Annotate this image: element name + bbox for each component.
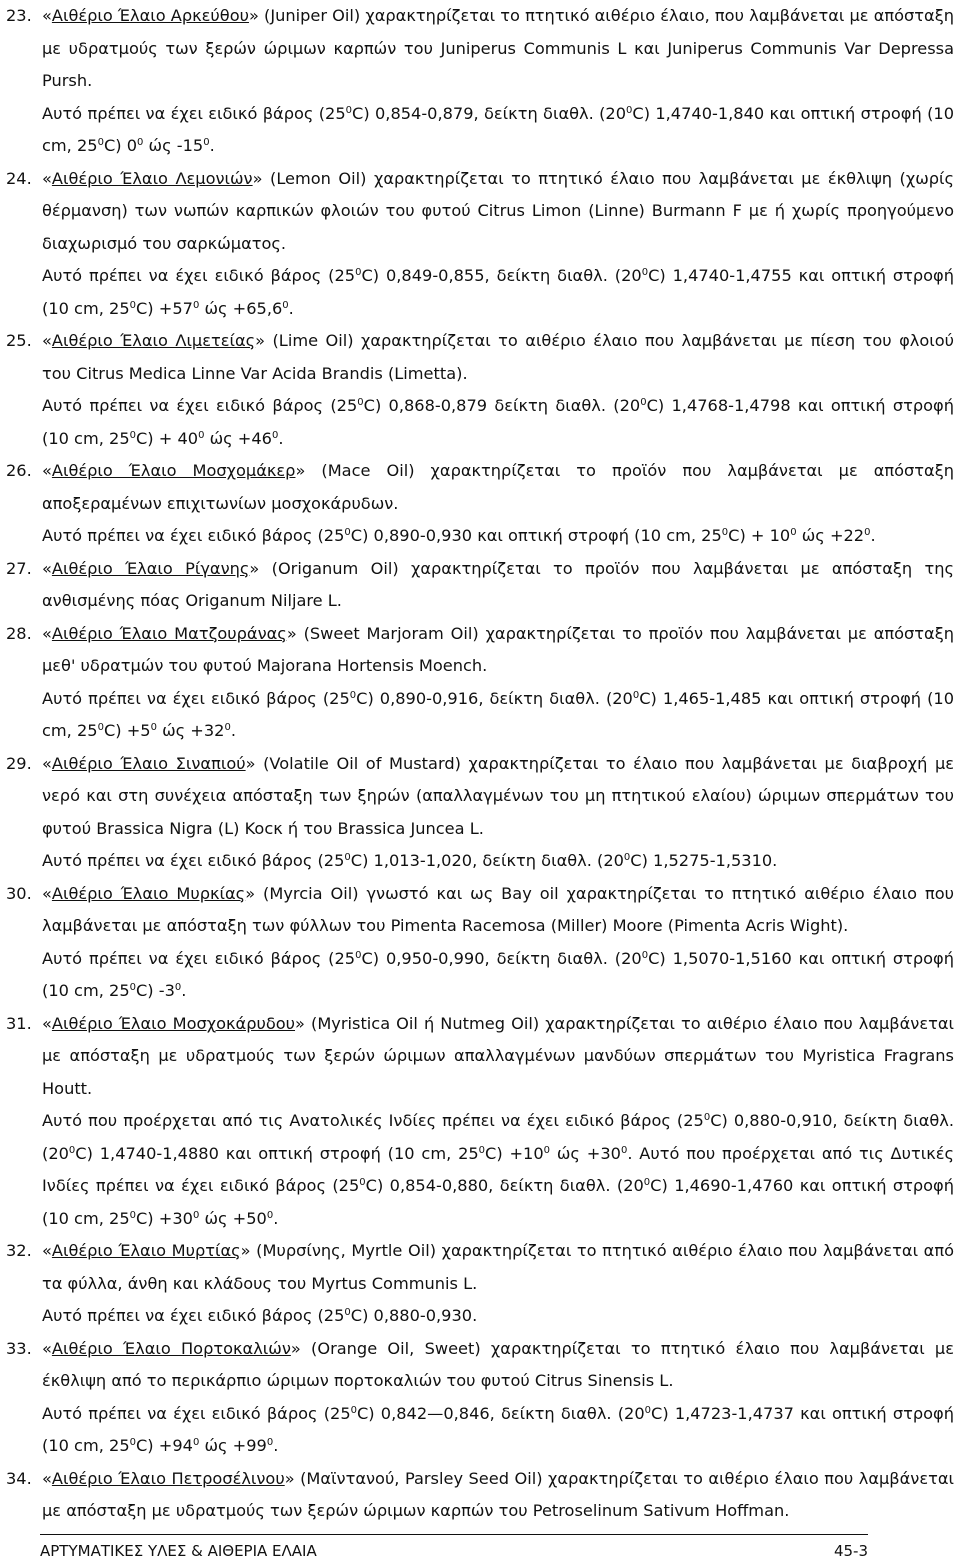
entry-26 — [0, 455, 960, 553]
entry-text: «Αιθέριο Έλαιο Πετροσέλινου» (Μαϊντανού, Parsley Seed Oil) χαρακτηρίζεται το αιθέριο έλαιο που λαμβάνεται με απόσταξη με υδρατμούς των ξερών ώριμων καρπών του Petroselinum Sativum Hoffman. — [42, 1468, 954, 1520]
entry-number: 33. — [6, 1338, 32, 1358]
entry-number: 25. — [6, 331, 32, 350]
footer-title: ΑΡΤΥΜΑΤΙΚΕΣ ΥΛΕΣ & ΑΙΘΕΡΙΑ ΕΛΑΙΑ — [40, 1542, 317, 1560]
entry-text: «Αιθέριο Έλαιο Λιμετείας» (Lime Oil) χαρακτηρίζεται το αιθέριο έλαιο που λαμβάνεται με πίεση του φλοιού του Citrus Medica Linne Var Acida Brandis (Limetta). Αυτό πρέπει να έχει ειδικό βάρος $(25^0C)$ 0,868-0,879 δείκτη διαθλ. $(20^0C)$ 1,4768-1,4798 και οπτική στροφή (10 cm, $25^0C) + 40^0$ $ώ\varsigma +46^0$. — [42, 331, 955, 448]
entry-number: 23. — [6, 6, 32, 25]
entry-text: «Αιθέριο Έλαιο Αρκεύθου» (Juniper Oil) χαρακτηρίζεται το πτητικό αιθέριο έλαιο, που λαμβάνεται με απόσταξη με υδρατμούς των ξερών ώριμων καρπών του Juniperus Communis L και Juniperus Communis Var Depressa Pursh. Αυτό πρέπει να έχει ειδικό βάρος $(25^0C)$ 0,854-0,879, δείκτη διαθλ. $(20^0C)$ 1,4740-1,840 και οπτική στροφή (10 cm, $25^0C$) $0^0$ ώς $-15^0$. — [42, 6, 954, 155]
entry-number: 30. — [6, 883, 32, 903]
entry-32 — [0, 1235, 960, 1333]
entry-number: 32. — [6, 1241, 32, 1260]
entry-number: 28. — [6, 623, 32, 643]
entry-text: «Αιθέριο Έλαιο Ρίγανης» (Origanum Oil) χαρακτηρίζεται το προϊόν που λαμβάνεται με απόσταξη της ανθισμένης πόας Origanum Niljare L. — [42, 558, 955, 610]
entry-text: «Αιθέριο Έλαιο Μοσχομάκερ» (Mace Oil) χαρακτηρίζεται το προϊόν που λαμβάνεται με απόσταξη αποξεραμένων επιχιτωνίων μοσχοκάρυδων. Αυτό πρέπει να έχει ειδικό βάρος $(25^0C)$ 0,890-0,930 και οπτική στροφή (10 cm, $25^0C) + 10^0$ $ώ\varsigma +22^0$. — [42, 461, 954, 545]
entry-number: 29. — [6, 753, 32, 773]
entry-text: «Αιθέριο Έλαιο Ματζουράνας» (Sweet Marjoram Oil) χαρακτηρίζεται το προϊόν που λαμβάνεται με απόσταξη μεθ' υδρατμών του φυτού Majorana Hortensis Moench. Αυτό πρέπει να έχει ειδικό βάρος $(25^0C)$ 0,890-0,916, δείκτη διαθλ. $(20^0C)$ 1,465-1,485 και οπτική στροφή (10 cm, $25^0C) +5^0$ $ώ\varsigma +32^0$. — [42, 623, 954, 740]
entry-29 — [0, 748, 960, 878]
entry-number: 26. — [6, 461, 32, 480]
entry-number: 31. — [6, 1013, 32, 1033]
entry-34 — [0, 1463, 960, 1528]
entry-text: «Αιθέριο Έλαιο Σιναπιού» (Volatile Oil of Mustard) χαρακτηρίζεται το έλαιο που λαμβάνεται με διαβροχή με νερό και στη συνέχεια απόσταξη των ξηρών (απαλλαγμένων του μη πτητικού ελαίου) ώριμων σπερμάτων του φυτού Brassica Nigra (L) Kocκ ή του Brassica Juncea L. Αυτό πρέπει να έχει ειδικό βάρος $(25^0C)$ 1,013-1,020, δείκτη διαθλ. $(20^0C)$ 1,5275-1,5310. — [42, 753, 954, 870]
entry-24 — [0, 163, 960, 326]
entry-number: 34. — [6, 1468, 32, 1488]
entry-number: 24. — [6, 168, 32, 188]
entry-text: «Αιθέριο Έλαιο Μυρτίας» (Μυρσίνης, Myrtle Oil) χαρακτηρίζεται το πτητικό αιθέριο έλαιο που λαμβάνεται από τα φύλλα, άνθη και κλάδους του Myrtus Communis L. Αυτό πρέπει να έχει ειδικό βάρος $(25^0C)$ 0,880-0,930. — [42, 1241, 954, 1325]
entry-33 — [0, 1333, 960, 1463]
page-footer — [40, 1534, 868, 1560]
entry-text: «Αιθέριο Έλαιο Πορτοκαλιών» (Orange Oil, Sweet) χαρακτηρίζεται το πτητικό έλαιο που λαμβάνεται με έκθλιψη από το περικάρπιο ώριμων πορτοκαλιών του φυτού Citrus Sinensis L. Αυτό πρέπει να έχει ειδικό βάρος $(25^0C)$ 0,842—0,846, δείκτη διαθλ. $(20^0C)$ 1,4723-1,4737 και οπτική στροφή (10 cm, $25^0C) +94^0$ $ώ\varsigma +99^0$. — [42, 1338, 954, 1455]
entry-31 — [0, 1008, 960, 1236]
entry-30 — [0, 878, 960, 1008]
entry-text: «Αιθέριο Έλαιο Μυρκίας» (Myrcia Oil) γνωστό και ως Bay oil χαρακτηρίζεται το πτητικό αιθέριο έλαιο που λαμβάνεται με απόσταξη των φύλλων του Pimenta Racemosa (Miller) Moore (Pimenta Acris Wight). Αυτό πρέπει να έχει ειδικό βάρος $(25^0C)$ 0,950-0,990, δείκτη διαθλ. $(20^0C)$ 1,5070-1,5160 και οπτική στροφή (10 cm, $25^0C$) $-3^0$. — [42, 883, 954, 1000]
entry-text: «Αιθέριο Έλαιο Μοσχοκάρυδου» (Myristica Oil ή Nutmeg Oil) χαρακτηρίζεται το αιθέριο έλαιο που λαμβάνεται με απόσταξη με υδρατμούς των ξερών ώριμων απαλλαγμένων μανδύων σπερμάτων του Myristica Fragrans Houtt. Αυτό που προέρχεται από τις Ανατολικές Ινδίες πρέπει να έχει ειδικό βάρος $(25^0C)$ 0,880-0,910, δείκτη διαθλ. $(20^0C)$ 1,4740-1,4880 και οπτική στροφή (10 cm, $25^0C) +10^0$ $ώ\varsigma +30^0$. Αυτό που προέρχεται από τις Δυτικές Ινδίες πρέπει να έχει ειδικό βάρος $(25^0C)$ 0,854-0,880, δείκτη διαθλ. $(20^0C)$ 1,4690-1,4760 και οπτική στροφή (10 cm, $25^0C) +30^0$ $ώ\varsigma +50^0$. — [42, 1013, 954, 1228]
entry-number: 27. — [6, 558, 32, 578]
entry-25 — [0, 325, 960, 455]
entry-23 — [0, 0, 960, 163]
entry-27 — [0, 553, 960, 618]
entry-text: «Αιθέριο Έλαιο Λεμονιών» (Lemon Oil) χαρακτηρίζεται το πτητικό έλαιο που λαμβάνεται με έκθλιψη (χωρίς θέρμανση) των νωπών καρπικών φλοιών του φυτού Citrus Limon (Linne) Burmann F με ή χωρίς προηγούμενο διαχωρισμό του σαρκώματος. Αυτό πρέπει να έχει ειδικό βάρος $(25^0C)$ 0,849-0,855, δείκτη διαθλ. $(20^0C)$ 1,4740-1,4755 και οπτική στροφή (10 cm, $25^0C) +57^0$ $ώ\varsigma +65,6^0$. — [42, 168, 954, 318]
page-number: 45-3 — [833, 1542, 868, 1560]
entry-28 — [0, 618, 960, 748]
